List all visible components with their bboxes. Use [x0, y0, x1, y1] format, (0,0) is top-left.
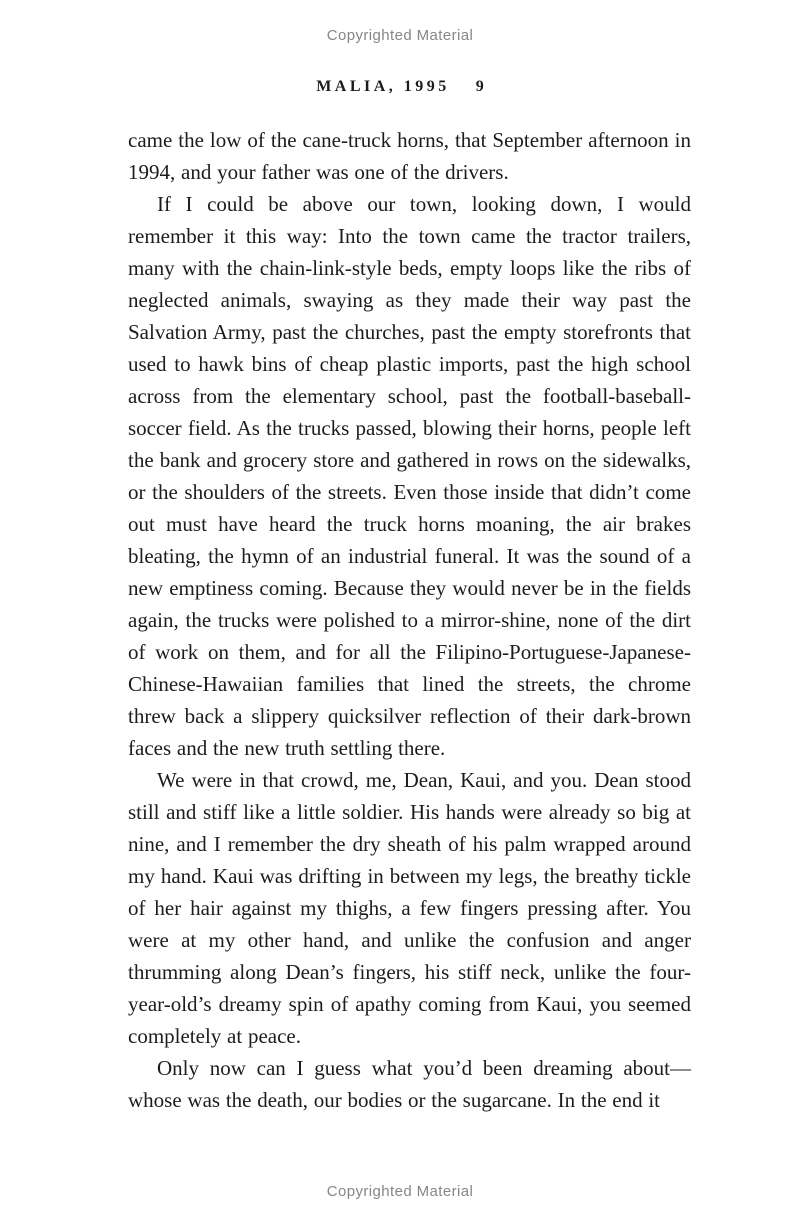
copyright-notice-top: Copyrighted Material — [326, 27, 474, 44]
chapter-title: MALIA, 1995 — [316, 78, 450, 95]
body-text — [128, 124, 691, 1116]
page-number: 9 — [475, 78, 484, 95]
paragraph: came the low of the cane-truck horns, that September afternoon in 1994, and your father was one of the drivers. — [128, 128, 691, 184]
copyright-notice-bottom: Copyrighted Material — [326, 1183, 474, 1200]
paragraph: If I could be above our town, looking down, I would remember it this way: Into the town came the tractor trailers, many with the chain-link-style beds, empty loops like the ribs of neglected animals, swaying as they made their way past the Salvation Army, past the churches, past the empty storefronts that used to hawk bins of cheap plastic imports, past the high school across from the elementary school, past the football-baseball-soccer field. As the trucks passed, blowing their horns, people left the bank and grocery store and gathered in rows on the sidewalks, or the shoulders of the streets. Even those inside that didn’t come out must have heard the truck horns moaning, the air brakes bleating, the hymn of an industrial funeral. It was the sound of a new emptiness coming. Because they would never be in the fields again, the trucks were polished to a mirror-shine, none of the dirt of work on them, and for all the Filipino-Portuguese-Japanese-Chinese-Hawaiian families that lined the streets, the chrome threw back a slippery quicksilver reflection of their dark-brown faces and the new truth settling there. — [128, 192, 691, 760]
running-header — [0, 78, 800, 96]
paragraph: We were in that crowd, me, Dean, Kaui, and you. Dean stood still and stiff like a little soldier. His hands were already so big at nine, and I remember the dry sheath of his palm wrapped around my hand. Kaui was drifting in between my legs, the breathy tickle of her hair against my thighs, a few fingers pressing after. You were at my other hand, and unlike the confusion and anger thrumming along Dean’s fingers, his stiff neck, unlike the four-year-old’s dreamy spin of apathy coming from Kaui, you seemed completely at peace. — [128, 768, 691, 1048]
paragraph: Only now can I guess what you’d been dreaming about—whose was the death, our bodies or the sugarcane. In the end it — [128, 1056, 691, 1112]
